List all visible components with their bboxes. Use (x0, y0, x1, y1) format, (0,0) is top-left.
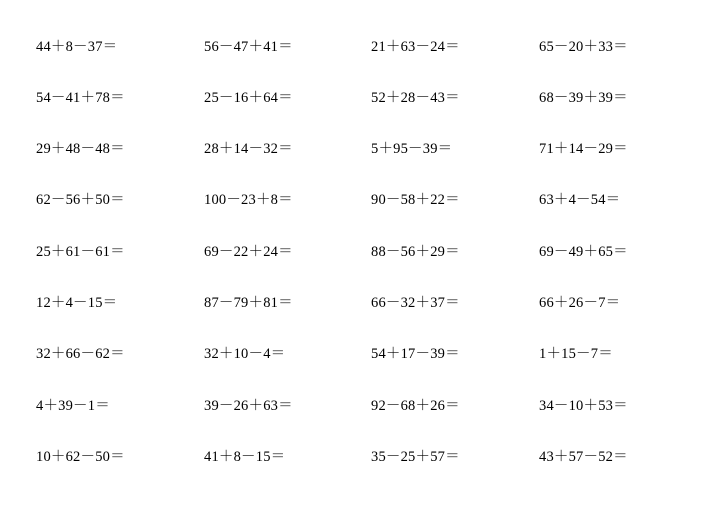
problem: 68－39＋39＝ (539, 90, 628, 106)
problem: 62－56＋50＝ (36, 192, 125, 208)
problem: 21＋63－24＝ (371, 39, 460, 55)
problem-row-4 (0, 188, 720, 212)
problem: 66＋26－7＝ (539, 295, 621, 311)
problem: 100－23＋8＝ (204, 192, 293, 208)
problem: 32＋10－4＝ (204, 346, 286, 362)
problem-row-3 (0, 137, 720, 161)
problem-row-9 (0, 445, 720, 469)
problem: 28＋14－32＝ (204, 141, 293, 157)
problem: 35－25＋57＝ (371, 449, 460, 465)
problem: 63＋4－54＝ (539, 192, 621, 208)
problem: 25－16＋64＝ (204, 90, 293, 106)
problem: 43＋57－52＝ (539, 449, 628, 465)
problem-row-2 (0, 86, 720, 110)
problem: 88－56＋29＝ (371, 244, 460, 260)
problem: 65－20＋33＝ (539, 39, 628, 55)
problem: 39－26＋63＝ (204, 398, 293, 414)
problem: 32＋66－62＝ (36, 346, 125, 362)
problem: 92－68＋26＝ (371, 398, 460, 414)
problem: 52＋28－43＝ (371, 90, 460, 106)
problem: 87－79＋81＝ (204, 295, 293, 311)
problem: 90－58＋22＝ (371, 192, 460, 208)
problem-row-1 (0, 35, 720, 59)
problem: 34－10＋53＝ (539, 398, 628, 414)
problem: 44＋8－37＝ (36, 39, 118, 55)
problem: 54－41＋78＝ (36, 90, 125, 106)
problem: 56－47＋41＝ (204, 39, 293, 55)
problem: 4＋39－1＝ (36, 398, 110, 414)
problem: 25＋61－61＝ (36, 244, 125, 260)
problem: 69－22＋24＝ (204, 244, 293, 260)
problem: 12＋4－15＝ (36, 295, 118, 311)
problem: 5＋95－39＝ (371, 141, 453, 157)
problem: 10＋62－50＝ (36, 449, 125, 465)
problem-row-5 (0, 240, 720, 264)
problem-row-7 (0, 342, 720, 366)
problem-row-8 (0, 394, 720, 418)
problem: 29＋48－48＝ (36, 141, 125, 157)
problem: 71＋14－29＝ (539, 141, 628, 157)
problem-row-6 (0, 291, 720, 315)
problem: 69－49＋65＝ (539, 244, 628, 260)
problem: 41＋8－15＝ (204, 449, 286, 465)
problem: 54＋17－39＝ (371, 346, 460, 362)
problem: 66－32＋37＝ (371, 295, 460, 311)
problem: 1＋15－7＝ (539, 346, 613, 362)
